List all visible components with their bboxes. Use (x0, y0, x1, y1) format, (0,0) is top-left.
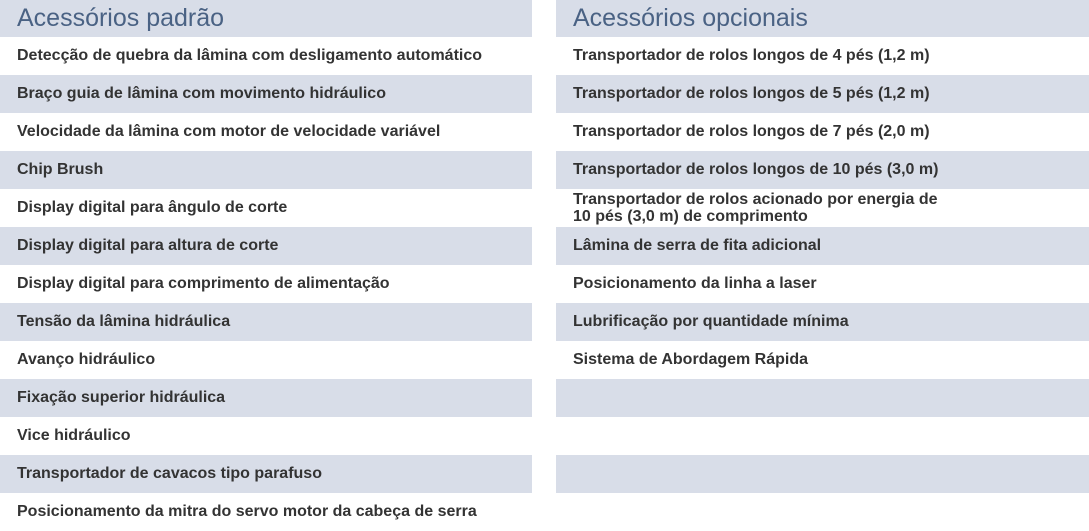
list-item (556, 455, 1089, 493)
list-item: Velocidade da lâmina com motor de velocidade variável (17, 123, 441, 140)
list-item (556, 379, 1089, 417)
list-item: Posicionamento da mitra do servo motor da cabeça de serra (17, 503, 477, 520)
standard-accessories-list (0, 37, 532, 531)
optional-accessories-list (556, 37, 1089, 493)
list-item: Chip Brush (0, 151, 532, 189)
list-item: Display digital para ângulo de corte (17, 199, 288, 216)
standard-accessories-column (0, 0, 532, 531)
list-item (556, 417, 1089, 455)
list-item: Display digital para altura de corte (0, 227, 532, 265)
list-item: Avanço hidráulico (17, 351, 156, 368)
standard-accessories-title: Acessórios padrão (0, 0, 532, 37)
list-item: Transportador de rolos longos de 5 pés (1,2 m) (556, 75, 1089, 113)
list-item: Display digital para comprimento de alimentação (17, 275, 390, 292)
list-item: Transportador de rolos longos de 4 pés (1,2 m) (573, 47, 930, 64)
list-item: Detecção de quebra da lâmina com desligamento automático (17, 47, 483, 64)
list-item: Transportador de rolos longos de 7 pés (2,0 m) (573, 123, 930, 140)
list-item: Lubrificação por quantidade mínima (556, 303, 1089, 341)
list-item: Fixação superior hidráulica (0, 379, 532, 417)
list-item: Transportador de rolos longos de 10 pés (3,0 m) (556, 151, 1089, 189)
list-item: Sistema de Abordagem Rápida (573, 351, 809, 368)
list-item: Transportador de rolos acionado por energia de 10 pés (3,0 m) de comprimento (573, 191, 938, 225)
optional-accessories-column (556, 0, 1089, 493)
list-item: Tensão da lâmina hidráulica (0, 303, 532, 341)
list-item: Posicionamento da linha a laser (573, 275, 817, 292)
list-item: Transportador de cavacos tipo parafuso (0, 455, 532, 493)
list-item: Lâmina de serra de fita adicional (556, 227, 1089, 265)
list-item: Braço guia de lâmina com movimento hidráulico (0, 75, 532, 113)
list-item: Vice hidráulico (17, 427, 131, 444)
optional-accessories-title: Acessórios opcionais (556, 0, 1089, 37)
